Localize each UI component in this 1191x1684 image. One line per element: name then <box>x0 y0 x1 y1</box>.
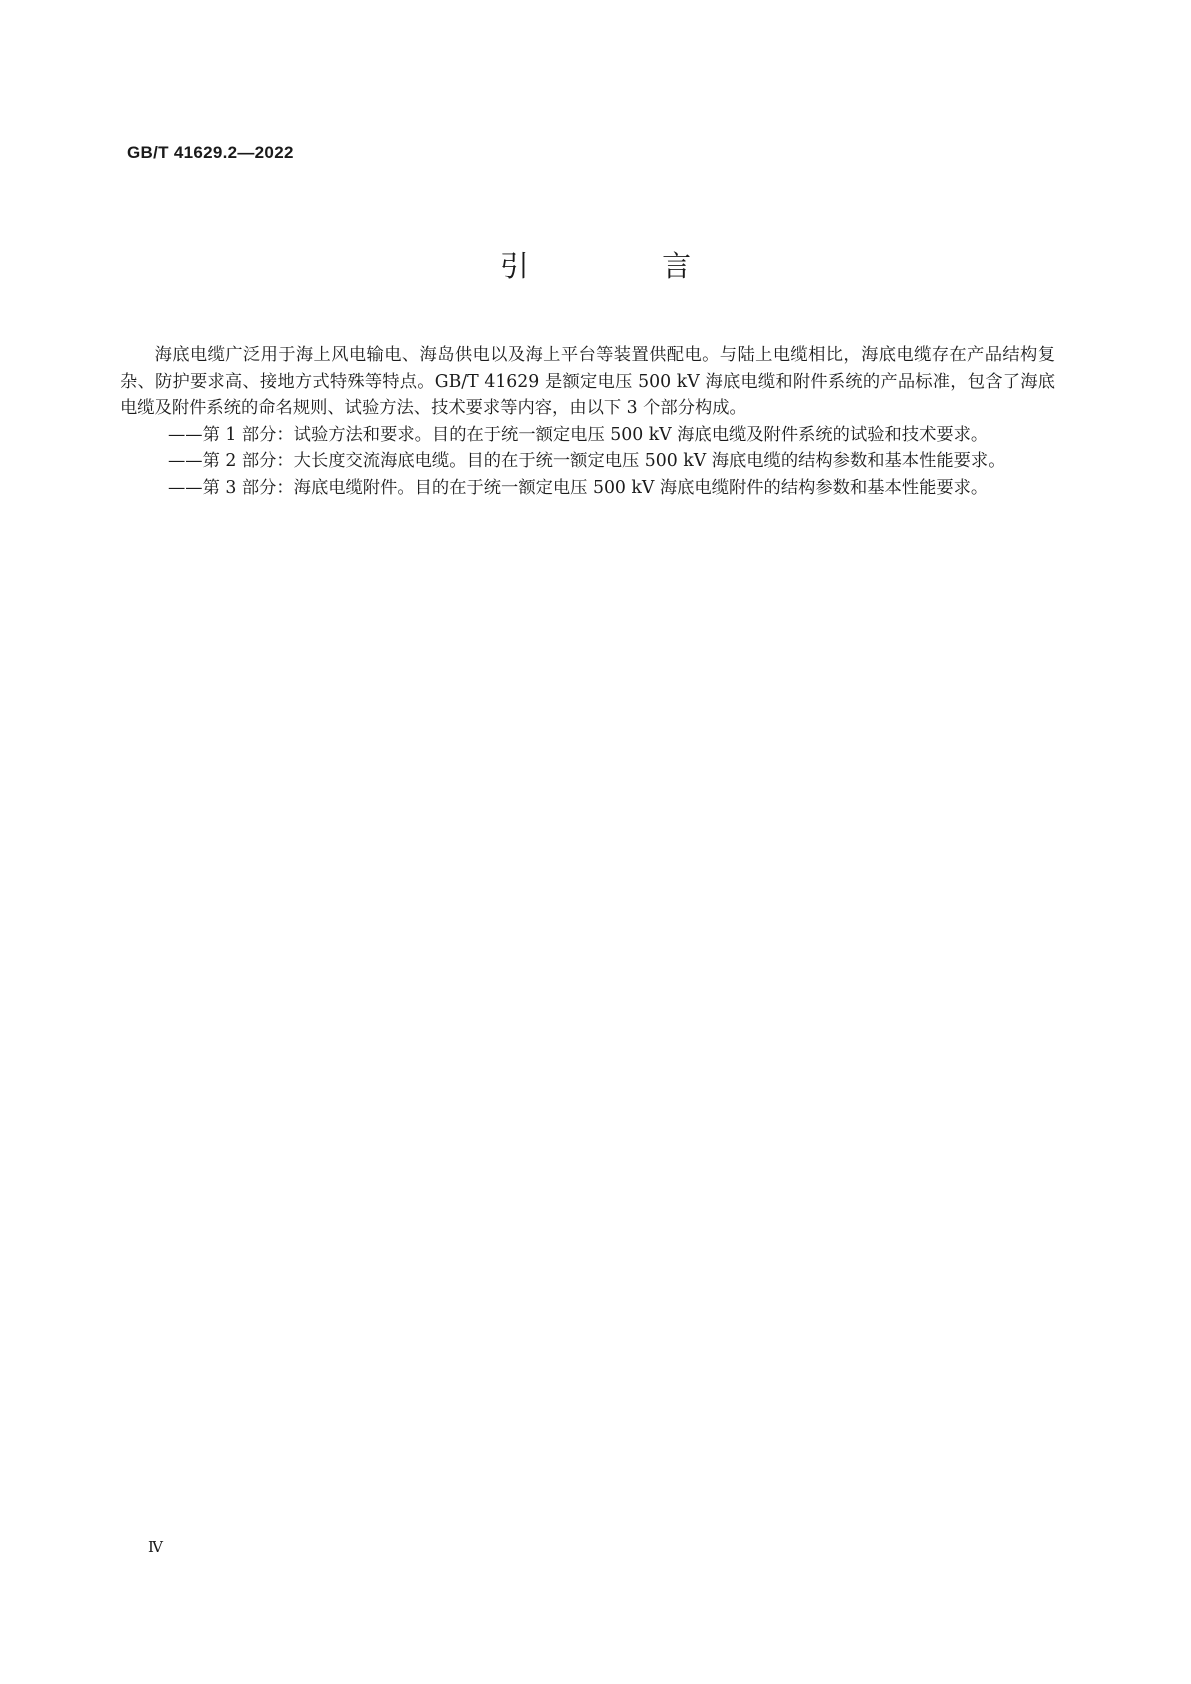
page-title: 引 言 <box>499 249 754 283</box>
part-list-item-3: ——第 3 部分：海底电缆附件。目的在于统一额定电压 500 kV 海底电缆附件的结构参数和基本性能要求。 <box>168 477 989 498</box>
part-list-item-1: ——第 1 部分：试验方法和要求。目的在于统一额定电压 500 kV 海底电缆及附件系统的试验和技术要求。 <box>168 424 989 445</box>
part-list-item-2: ——第 2 部分：大长度交流海底电缆。目的在于统一额定电压 500 kV 海底电缆的结构参数和基本性能要求。 <box>168 451 1006 471</box>
standard-code: GB/T 41629.2—2022 <box>127 143 294 162</box>
document-body <box>120 342 1055 501</box>
intro-paragraph: 海底电缆广泛用于海上风电输电、海岛供电以及海上平台等装置供配电。与陆上电缆相比，海底电缆存在产品结构复杂、防护要求高、接地方式特殊等特点。GB/T 41629 是额定电压 500 kV 海底电缆和附件系统的产品标准，包含了海底电缆及附件系统的命名规则、试验方法、技术要求等内容，由以下 3 个部分构成。 <box>120 345 1055 418</box>
page-number: Ⅳ <box>148 1538 163 1556</box>
